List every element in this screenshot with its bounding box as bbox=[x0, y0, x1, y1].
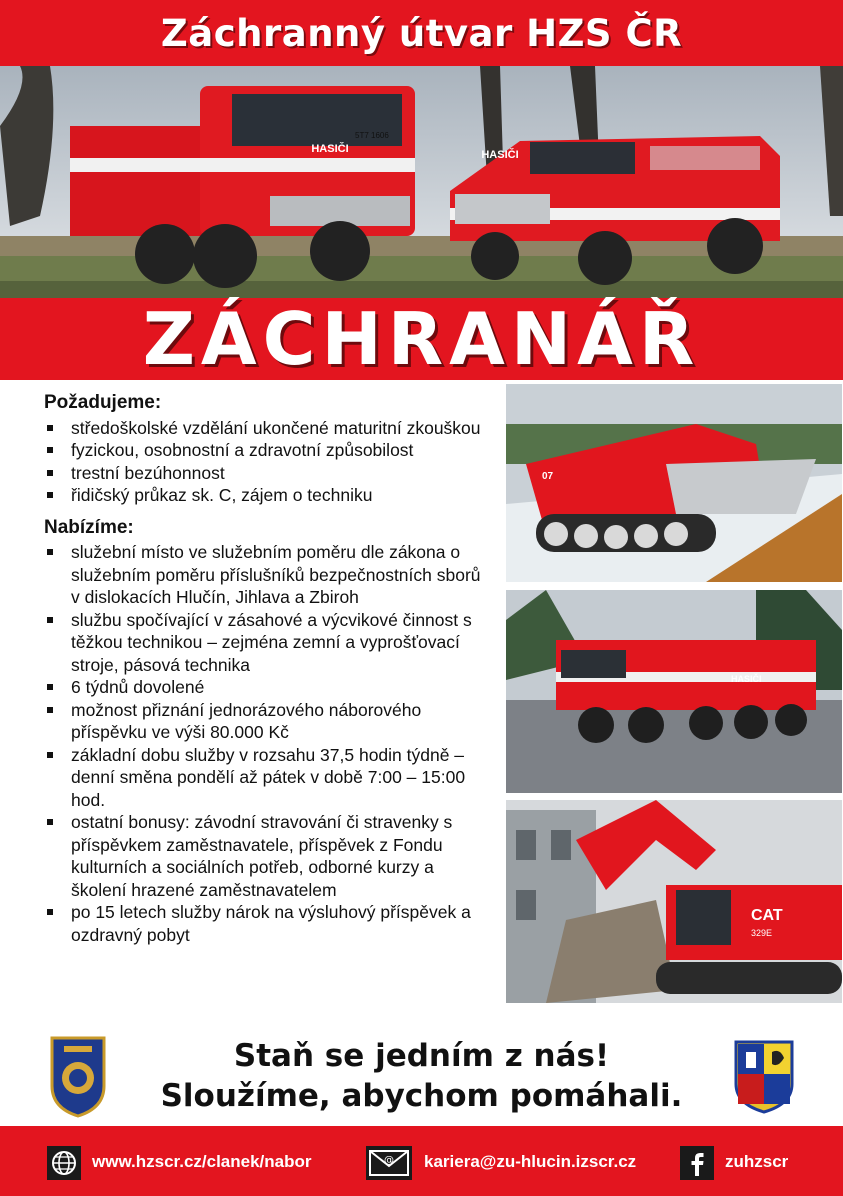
hero-vehicle-label: HASIČI bbox=[311, 143, 349, 155]
job-description bbox=[44, 392, 492, 946]
list-item: možnost přiznání jednorázového náborového příspěvku ve výši 80.000 Kč bbox=[44, 699, 492, 744]
hero-plate: 5T7 1606 bbox=[355, 131, 389, 140]
slogan-line-1: Staň se jedním z nás! bbox=[233, 1038, 610, 1074]
requirements-heading: Požadujeme: bbox=[44, 392, 162, 413]
excavator-model: 329E bbox=[751, 928, 773, 938]
list-item: středoškolské vzdělání ukončené maturitní zkouškou bbox=[44, 417, 492, 440]
globe-icon bbox=[47, 1146, 81, 1180]
list-item: ostatní bonusy: závodní stravování či stravenky s příspěvkem zaměstnavatele, příspěvek z Fondu kulturních a sociálních potřeb, odborné kurzy a školení hrazené zaměstnavatelem bbox=[44, 811, 492, 901]
bullet-icon bbox=[47, 549, 53, 555]
bullet-icon bbox=[47, 617, 53, 623]
list-item: základní dobu služby v rozsahu 37,5 hodin týdně – denní směna pondělí až pátek v době 7:00 – 15:00 hod. bbox=[44, 744, 492, 812]
bullet-icon bbox=[47, 752, 53, 758]
bullet-icon bbox=[47, 492, 53, 498]
job-title: ZÁCHRANÁŘ bbox=[142, 297, 701, 381]
bullet-icon bbox=[47, 425, 53, 431]
truck-label: HASIČI bbox=[731, 674, 762, 684]
bullet-icon bbox=[47, 470, 53, 476]
contact-footer bbox=[0, 1126, 843, 1196]
page-title: Záchranný útvar HZS ČR bbox=[160, 11, 683, 55]
list-item: řidičský průkaz sk. C, zájem o techniku bbox=[44, 484, 492, 507]
list-item: po 15 letech služby nárok na výsluhový příspěvek a ozdravný pobyt bbox=[44, 901, 492, 946]
bullet-icon bbox=[47, 819, 53, 825]
bullet-icon bbox=[47, 707, 53, 713]
excavator-photo bbox=[506, 800, 842, 1003]
coat-of-arms-emblem bbox=[732, 1038, 796, 1114]
excavator-brand: CAT bbox=[751, 907, 783, 924]
requirements-list bbox=[44, 417, 492, 507]
job-title-banner bbox=[0, 298, 843, 380]
list-item: službu spočívající v zásahové a výcvikové činnost s těžkou technikou – zejména zemní a vyprošťovací stroje, pásová technika bbox=[44, 609, 492, 677]
bullet-icon bbox=[47, 909, 53, 915]
website-link[interactable]: www.hzscr.cz/clanek/nabor bbox=[92, 1152, 312, 1171]
slogan bbox=[0, 1036, 843, 1116]
list-item: služební místo ve služebním poměru dle zákona o služebním poměru příslušníků bezpečnostních sborů v dislokacích Hlučín, Jihlava a Zbiroh bbox=[44, 541, 492, 609]
hero-photo bbox=[0, 66, 843, 298]
tracked-vehicle-photo bbox=[506, 384, 842, 582]
slogan-line-2: Sloužíme, abychom pomáhali. bbox=[160, 1078, 683, 1114]
bullet-icon bbox=[47, 684, 53, 690]
offers-heading: Nabízíme: bbox=[44, 516, 134, 538]
list-item: fyzickou, osobnostní a zdravotní způsobilost bbox=[44, 439, 492, 462]
tank-number: 07 bbox=[542, 471, 554, 482]
list-item: 6 týdnů dovolené bbox=[44, 676, 492, 699]
bullet-icon bbox=[47, 447, 53, 453]
offers-list bbox=[44, 541, 492, 946]
top-banner bbox=[0, 0, 843, 66]
envelope-icon bbox=[366, 1146, 412, 1180]
facebook-link[interactable]: zuhzscr bbox=[725, 1152, 789, 1171]
email-link[interactable]: kariera@zu-hlucin.izscr.cz bbox=[424, 1152, 637, 1171]
svg-text:HASIČI: HASIČI bbox=[481, 149, 519, 161]
svg-text:@: @ bbox=[384, 1155, 394, 1166]
facebook-icon bbox=[680, 1146, 714, 1180]
list-item: trestní bezúhonnost bbox=[44, 462, 492, 485]
fire-truck-photo bbox=[506, 590, 842, 793]
